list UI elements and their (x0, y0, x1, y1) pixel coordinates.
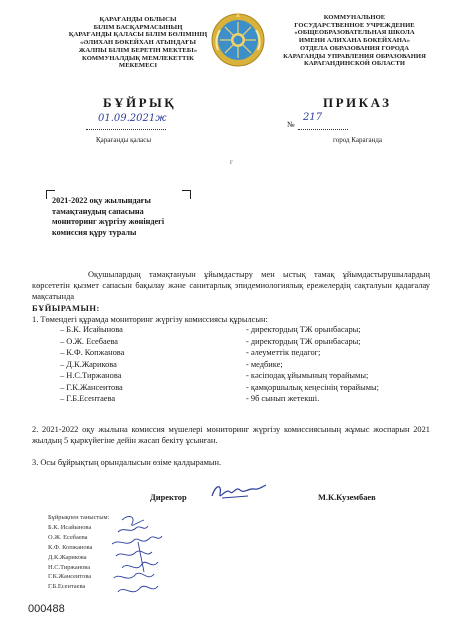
member-role: - медбике; (246, 359, 283, 369)
number-label: № (287, 120, 295, 129)
ack-name: Г.К.Жансеитова (48, 573, 92, 581)
member-name: – Г.Б.Есентаева (60, 394, 116, 403)
header-right-line: ИМЕНИ АЛИХАНА БОКЕЙХАНА» (298, 37, 411, 45)
list-item (60, 325, 420, 337)
member-name: – Н.С.Тиржанова (60, 371, 122, 380)
member-role: - 9б сынып жетекші. (246, 394, 320, 403)
header-left-line: МЕКЕМЕСІ (118, 62, 158, 70)
list-item (60, 348, 420, 360)
order-directive: БҰЙЫРАМЫН: (32, 303, 100, 313)
order-subject: 2021-2022 оқу жылындағы тамақтанудың сапасына мониторинг жүргізу жөніндегі комиссия құру туралы (52, 196, 165, 237)
header-right-line: КАРАГАНДИНСКОЙ ОБЛАСТИ (304, 60, 405, 68)
director-label: Директор (150, 493, 187, 502)
member-role: - директордың ТЖ орынбасары; (246, 325, 361, 334)
item-2: 2. 2021-2022 оқу жылына комиссия мүшелері мониторинг жүргізу комиссиясының жұмыс жоспарын 2021 жылдың 5 қыркүйегіне дейін жасап бекіту ұсынған. (32, 425, 430, 446)
subject-bracket-top-right (182, 190, 191, 199)
header-right-line: ОТДЕЛА ОБРАЗОВАНИЯ ГОРОДА (299, 44, 410, 52)
header-right-line: КАРАГАНДЫ УПРАВЛЕНИЯ ОБРАЗОВАНИЯ (283, 52, 426, 60)
small-mark: г (230, 158, 233, 166)
header-right-line: ГОСУДАРСТВЕННОЕ УЧРЕЖДЕНИЕ (294, 21, 415, 29)
member-name: – Д.К.Жарикова (60, 359, 117, 369)
ack-name: Б.К. Исайынова (48, 523, 92, 531)
order-title-ru: ПРИКАЗ (323, 95, 392, 110)
ack-name: О.Ж. Есебаева (48, 533, 88, 541)
city-kz: Қарағанды қаласы (96, 136, 152, 144)
director-signature-icon (208, 480, 268, 504)
committee-list (60, 325, 420, 406)
intro-text: Оқушылардың тамақтануын ұйымдастыру мен ыстық тамақ ұйымдастырушылардың көрсететін қызмет сапасын бақылау және санитарлық эпидемиологиялық ережелердің сақталуын қадағалау мақсатында (32, 270, 430, 302)
item-1: 1. Төмендегі құрамда мониторинг жүргізу комиссиясы құрылсын: (32, 315, 268, 324)
document-number: 000488 (28, 603, 65, 615)
member-name: – О.Ж. Есебаева (60, 336, 119, 346)
acknowledgement-title: Бұйрықпен таныстым: (48, 514, 110, 521)
list-item (60, 394, 420, 406)
order-date: 01.09.2021ж (98, 113, 167, 124)
header-right-line: КОММУНАЛЬНОЕ (323, 14, 386, 21)
header-left-line: ҚАРАҒАНДЫ ОБЛЫСЫ (99, 16, 177, 23)
state-emblem-icon (210, 10, 266, 70)
member-name: – Б.К. Исайынова (60, 325, 123, 334)
order-title-kz: БҰЙРЫҚ (103, 95, 177, 110)
member-name: – К.Ф. Копжанова (60, 348, 125, 357)
list-item (60, 360, 420, 372)
list-item (60, 383, 420, 395)
intro-paragraph (32, 269, 430, 303)
header-right-ru (262, 14, 447, 68)
director-name: М.К.Кузембаев (318, 493, 376, 502)
header-left-line: КОММУНАЛДЫҚ МЕМЛЕКЕТТІК (82, 54, 194, 62)
header-left-line: ЖАЛПЫ БІЛІМ БЕРЕТІН МЕКТЕБІ» (78, 46, 198, 54)
item-3: 3. Осы бұйрықтың орындалысын өзіме қалдырамын. (32, 458, 222, 467)
header-right-line: «ОБЩЕОБРАЗОВАТЕЛЬНАЯ ШКОЛА (294, 29, 415, 37)
header-left-line: «ӘЛИХАН БӨКЕЙХАН АТЫНДАҒЫ (79, 39, 196, 47)
header-left-kz (52, 16, 224, 70)
member-role: - директордың ТЖ орынбасары; (246, 336, 361, 346)
header-left-line: БІЛІМ БАСҚАРМАСЫНЫҢ (93, 23, 183, 31)
order-number: 217 (303, 112, 323, 123)
member-role: - қамқоршылық кеңесінің төрайымы; (246, 382, 379, 392)
list-item (60, 337, 420, 349)
member-role: - кәсіподақ ұйымының төрайымы; (246, 371, 369, 380)
acknowledgement-signatures-icon (92, 512, 172, 604)
list-item (60, 371, 420, 383)
city-ru: город Караганда (333, 136, 382, 144)
header-left-line: ҚАРАҒАНДЫ ҚАЛАСЫ БІЛІМ БӨЛІМІНІҢ (68, 31, 208, 39)
ack-name: Н.С.Тиржанова (48, 563, 91, 571)
member-name: – Г.К.Жансеитова (60, 382, 123, 392)
ack-name: Г.Б.Есентаева (48, 583, 86, 591)
ack-name: Д.К.Жарикова (48, 553, 87, 561)
member-role: - әлеуметтік педагог; (246, 348, 321, 357)
ack-name: К.Ф. Копжанова (48, 543, 93, 551)
